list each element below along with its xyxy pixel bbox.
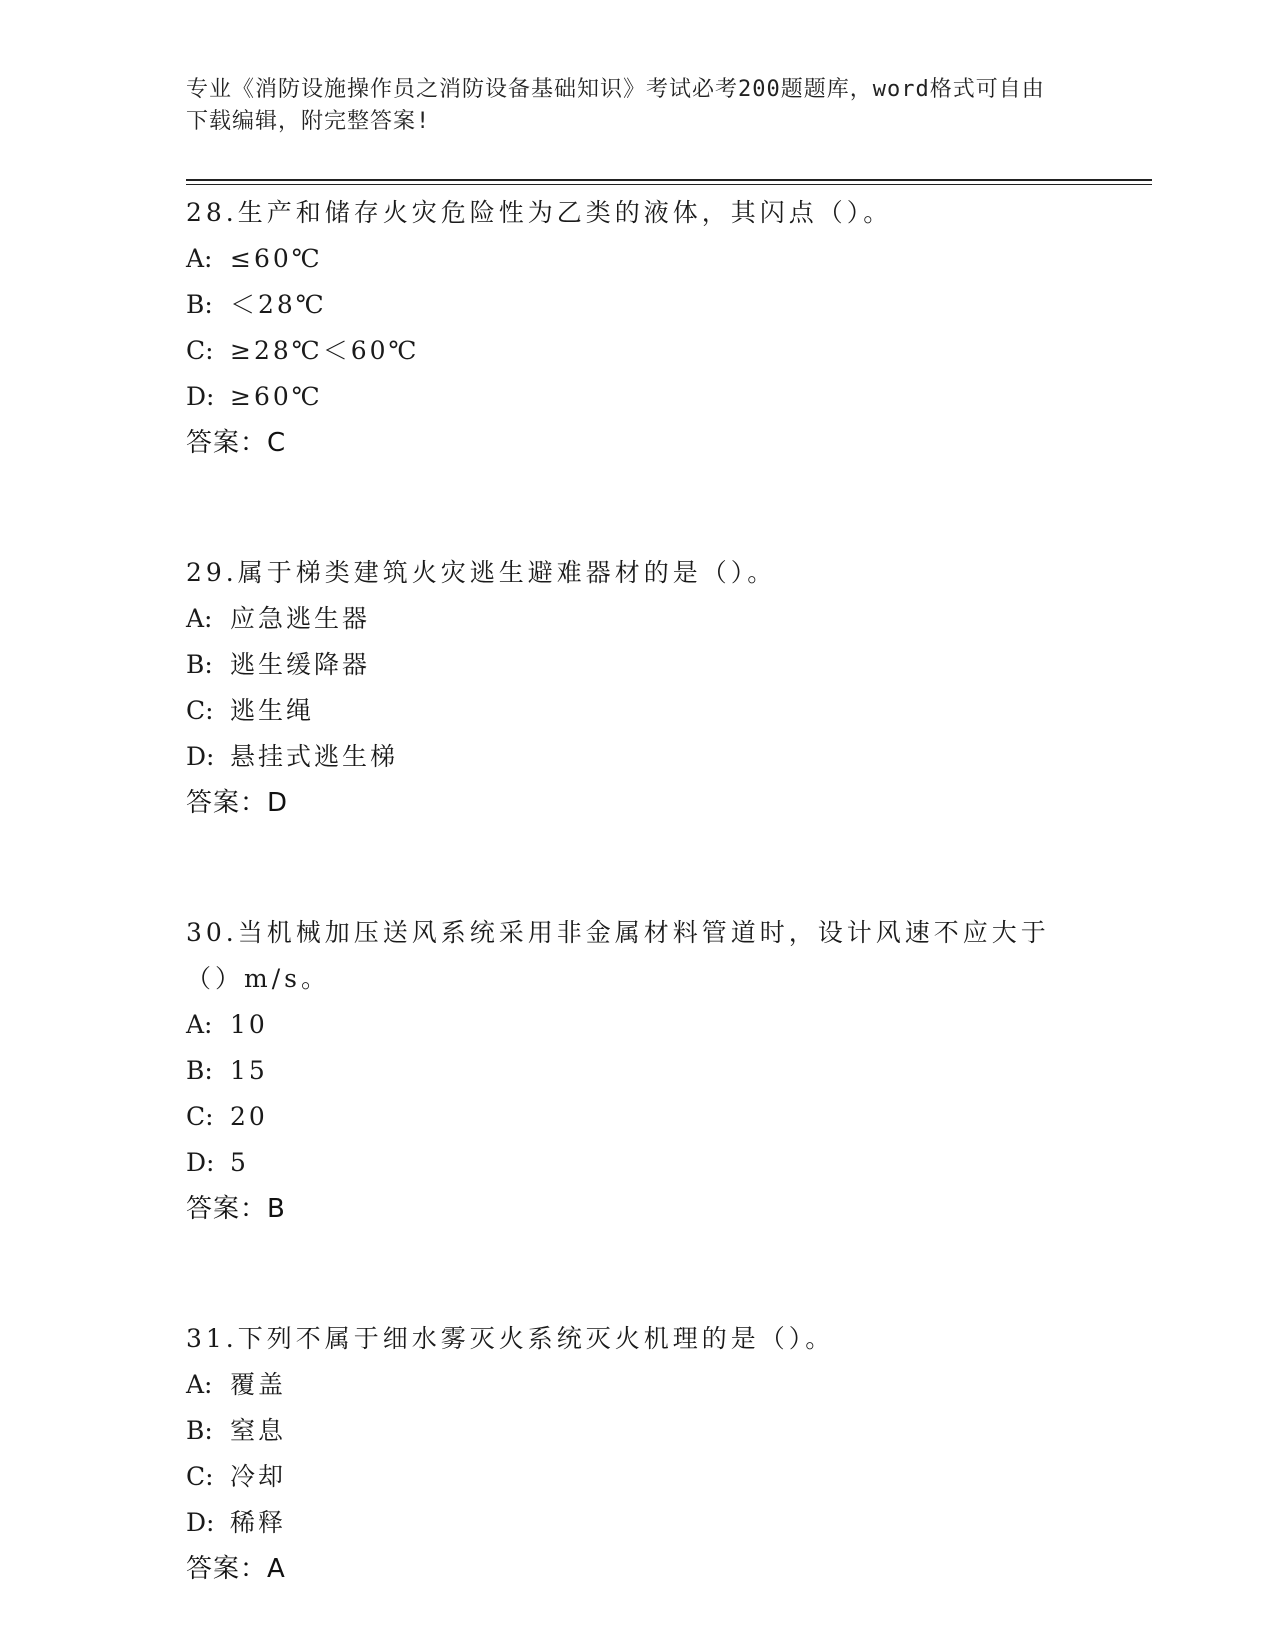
option-key: C: bbox=[186, 1462, 214, 1491]
option-b bbox=[186, 642, 1086, 688]
option-key: B: bbox=[186, 650, 213, 679]
answer-line: 答案：D bbox=[186, 788, 289, 818]
option-text: 15 bbox=[230, 1056, 268, 1085]
option-text: 20 bbox=[230, 1102, 268, 1131]
option-text: 逃生绳 bbox=[230, 696, 315, 725]
option-text: ≥28℃＜60℃ bbox=[230, 336, 420, 365]
option-a bbox=[186, 1002, 1086, 1048]
question-stem: 30.当机械加压送风系统采用非金属材料管道时，设计风速不应大于（）m/s。 bbox=[186, 918, 1050, 993]
option-text: ＜28℃ bbox=[230, 290, 327, 319]
option-text: 覆盖 bbox=[230, 1370, 287, 1399]
answer-line: 答案：B bbox=[186, 1194, 286, 1224]
option-d bbox=[186, 1500, 1086, 1546]
question-spacer bbox=[186, 826, 1086, 910]
option-text: ≤60℃ bbox=[230, 244, 323, 273]
option-text: 应急逃生器 bbox=[230, 604, 371, 633]
option-text: ≥60℃ bbox=[230, 382, 323, 411]
option-key: D: bbox=[186, 1508, 215, 1537]
option-key: A: bbox=[186, 1370, 213, 1399]
question-28 bbox=[186, 190, 1086, 466]
option-key: C: bbox=[186, 336, 214, 365]
option-c bbox=[186, 1094, 1086, 1140]
question-29 bbox=[186, 550, 1086, 826]
option-key: B: bbox=[186, 290, 213, 319]
option-d bbox=[186, 1140, 1086, 1186]
question-list bbox=[186, 190, 1086, 1592]
option-text: 逃生缓降器 bbox=[230, 650, 371, 679]
question-spacer bbox=[186, 1232, 1086, 1316]
option-key: D: bbox=[186, 742, 215, 771]
option-b bbox=[186, 1408, 1086, 1454]
answer-line: 答案：C bbox=[186, 428, 287, 458]
option-text: 冷却 bbox=[230, 1462, 287, 1491]
option-a bbox=[186, 596, 1086, 642]
option-text: 稀释 bbox=[230, 1508, 287, 1537]
option-c bbox=[186, 328, 1086, 374]
question-stem: 31.下列不属于细水雾灭火系统灭火机理的是（）。 bbox=[186, 1324, 835, 1353]
option-key: A: bbox=[186, 604, 213, 633]
option-text: 悬挂式逃生梯 bbox=[230, 742, 399, 771]
question-spacer bbox=[186, 466, 1086, 550]
option-key: A: bbox=[186, 244, 213, 273]
option-key: A: bbox=[186, 1010, 213, 1039]
question-31 bbox=[186, 1316, 1086, 1592]
question-30 bbox=[186, 910, 1086, 1232]
option-key: B: bbox=[186, 1416, 213, 1445]
option-key: C: bbox=[186, 1102, 214, 1131]
option-b bbox=[186, 282, 1086, 328]
header-rule-thin bbox=[186, 184, 1152, 185]
header-rule-thick bbox=[186, 179, 1152, 181]
document-header: 专业《消防设施操作员之消防设备基础知识》考试必考200题题库，word格式可自由下载编辑，附完整答案! bbox=[186, 77, 1045, 134]
option-c bbox=[186, 1454, 1086, 1500]
question-stem: 29.属于梯类建筑火灾逃生避难器材的是（）。 bbox=[186, 558, 777, 587]
option-key: C: bbox=[186, 696, 214, 725]
option-key: B: bbox=[186, 1056, 213, 1085]
option-text: 10 bbox=[230, 1010, 268, 1039]
option-key: D: bbox=[186, 1148, 215, 1177]
option-d bbox=[186, 734, 1086, 780]
option-c bbox=[186, 688, 1086, 734]
question-stem: 28.生产和储存火灾危险性为乙类的液体，其闪点（）。 bbox=[186, 198, 893, 227]
option-text: 窒息 bbox=[230, 1416, 287, 1445]
option-key: D: bbox=[186, 382, 215, 411]
option-text: 5 bbox=[230, 1148, 249, 1177]
option-a bbox=[186, 236, 1086, 282]
option-b bbox=[186, 1048, 1086, 1094]
option-a bbox=[186, 1362, 1086, 1408]
option-d bbox=[186, 374, 1086, 420]
answer-line: 答案：A bbox=[186, 1554, 286, 1584]
